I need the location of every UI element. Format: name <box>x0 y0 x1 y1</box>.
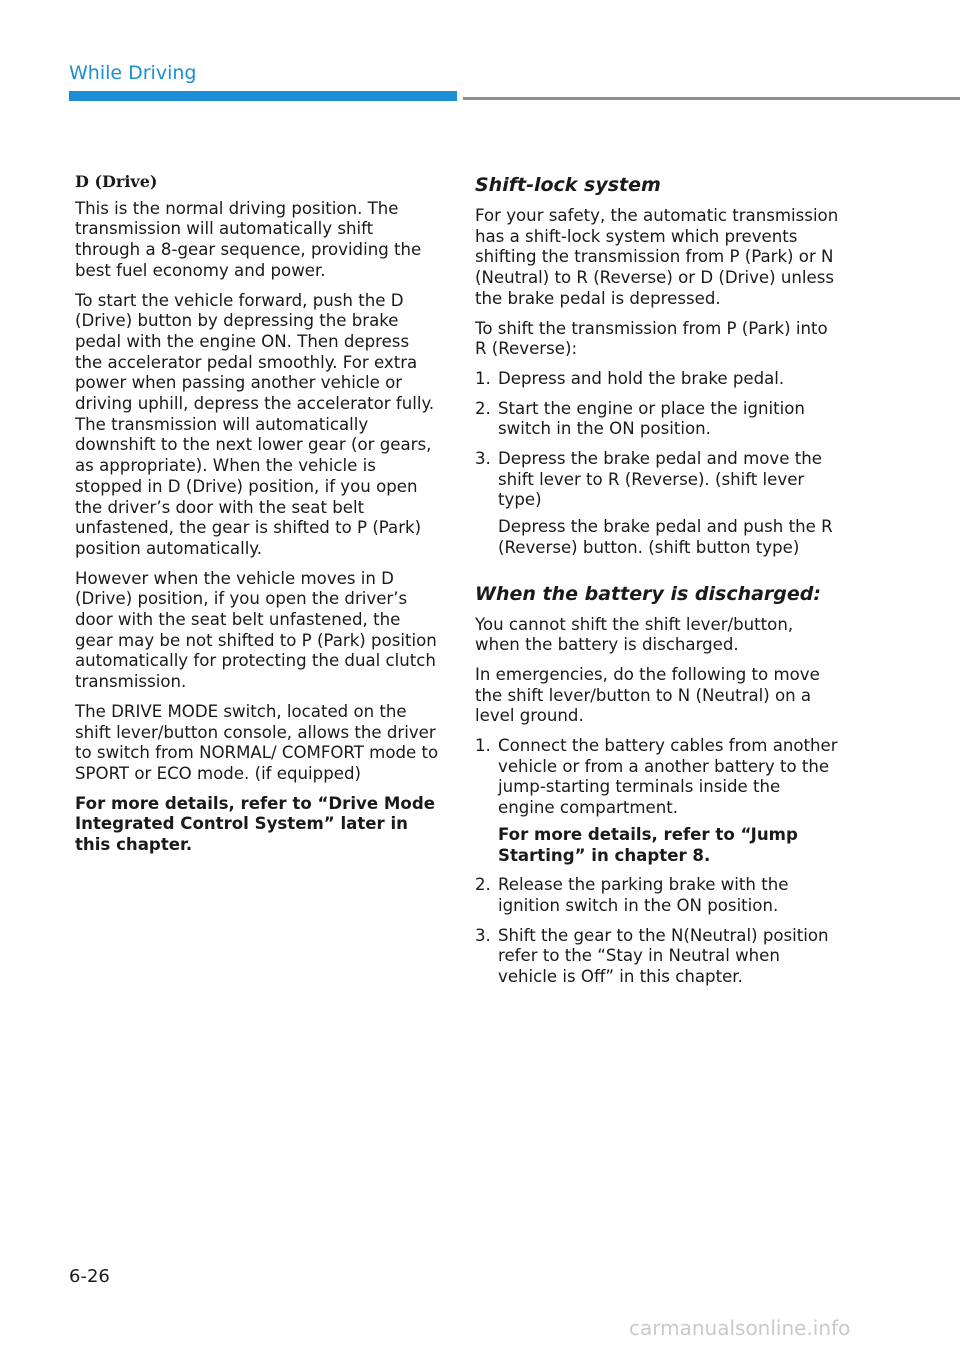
shift-lock-lead: To shift the transmission from P (Park) into R (Reverse): <box>475 318 828 359</box>
section-title: While Driving <box>69 62 197 84</box>
drive-mode-reference: For more details, refer to “Drive Mode Integrated Control System” later in this chapter. <box>75 793 435 855</box>
step-text: Release the parking brake with the ignition switch in the ON position. <box>498 875 789 915</box>
drive-paragraph-2: To start the vehicle forward, push the D (Drive) button by depressing the brake pedal with the engine ON. Then depress the accelerator pedal smoothly. For extra power when passing another vehicle or driving uphill, depress the accelerator fully. The transmission will automatically downshift to the next lower gear (or gears, as appropriate). When the vehicle is stopped in D (Drive) position, if you open the driver’s door with the seat belt unfastened, the gear is shifted to P (Park) position automatically. <box>75 290 435 558</box>
list-item <box>475 875 840 916</box>
shift-lock-steps <box>475 369 840 559</box>
list-item <box>475 369 840 390</box>
step-number: 1. <box>475 736 491 756</box>
step-text: Start the engine or place the ignition switch in the ON position. <box>498 398 805 439</box>
watermark: carmanualsonline.info <box>629 1316 851 1340</box>
drive-paragraph-4: The DRIVE MODE switch, located on the shift lever/button console, allows the driver to switch from NORMAL/ COMFORT mode to SPORT or ECO mode. (if equipped) <box>75 701 439 783</box>
step-extra: Depress the brake pedal and push the R (Reverse) button. (shift button type) <box>498 517 833 557</box>
battery-steps <box>475 736 840 988</box>
left-column <box>75 172 440 865</box>
step-text: Shift the gear to the N(Neutral) position refer to the “Stay in Neutral when vehicle is Off” in this chapter. <box>498 925 829 987</box>
drive-paragraph-3: However when the vehicle moves in D (Drive) position, if you open the driver’s door with the seat belt unfastened, the gear may be not shifted to P (Park) position automatically for protecting the dual clutch transmission. <box>75 568 437 692</box>
shift-lock-heading: Shift-lock system <box>475 174 661 196</box>
step-number: 2. <box>475 875 491 895</box>
battery-intro: You cannot shift the shift lever/button, when the battery is discharged. <box>475 614 794 655</box>
drive-paragraph-1: This is the normal driving position. The transmission will automatically shift through a 8-gear sequence, providing the best fuel economy and power. <box>75 198 422 280</box>
step-text: Connect the battery cables from another vehicle or from a another battery to the jump-starting terminals inside the engine compartment. <box>498 736 838 818</box>
jump-starting-reference: For more details, refer to “Jump Starting” in chapter 8. <box>498 824 798 865</box>
battery-heading: When the battery is discharged: <box>475 582 821 605</box>
header-rule-gray <box>463 97 960 100</box>
list-item <box>475 449 840 559</box>
step-text: Depress the brake pedal and move the shift lever to R (Reverse). (shift lever type) <box>498 449 822 510</box>
shift-lock-intro: For your safety, the automatic transmission has a shift-lock system which prevents shifting the transmission from P (Park) or N (Neutral) to R (Reverse) or D (Drive) unless the brake pedal is depressed. <box>475 206 839 308</box>
step-number: 3. <box>475 925 491 945</box>
drive-subhead: D (Drive) <box>75 172 158 191</box>
page-number: 6-26 <box>69 1266 110 1287</box>
list-item <box>475 926 840 988</box>
list-item <box>475 399 840 440</box>
step-number: 2. <box>475 398 491 418</box>
step-number: 1. <box>475 368 491 388</box>
step-text: Depress and hold the brake pedal. <box>498 368 785 388</box>
step-number: 3. <box>475 449 491 469</box>
header-rule-accent <box>69 91 457 101</box>
right-column <box>475 172 840 997</box>
list-item <box>475 736 840 866</box>
battery-lead: In emergencies, do the following to move the shift lever/button to N (Neutral) on a level ground. <box>475 664 820 726</box>
